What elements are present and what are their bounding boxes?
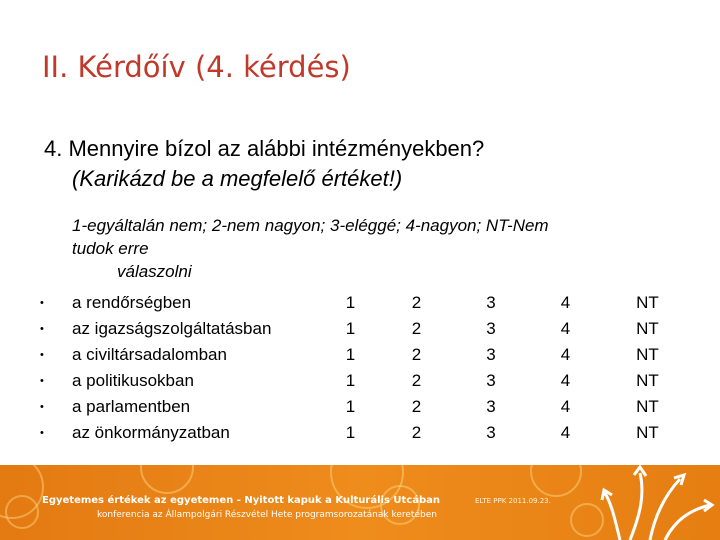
value-3: 3 [486,319,496,338]
bullet-marker: • [40,349,44,361]
institution-label: a parlamentben [72,397,191,416]
value-4: 4 [560,293,571,312]
value-4: 4 [560,319,571,338]
value-nt: NT [636,319,659,338]
value-nt: NT [636,423,659,442]
value-1: 1 [345,371,356,390]
footer-date: ELTE PPK 2011.09.23. [475,497,551,505]
value-4: 4 [560,397,571,416]
scale-line-1: 1-egyáltalán nem; 2-nem nagyon; 3-eléggé; 4-nagyon; NT-Nem [72,216,549,235]
value-nt: NT [636,345,659,364]
table-row [40,290,684,316]
value-2: 2 [411,319,422,338]
bullet-marker: • [40,375,44,387]
instruction-text: (Karikázd be a megfelelő értéket!) [72,166,403,191]
footer-line-2: konferencia az Állampolgári Részvétel Hete programsorozatának keretében [97,510,437,520]
value-3: 3 [486,345,496,364]
value-4: 4 [560,423,571,442]
table-row [40,368,684,394]
value-1: 1 [345,293,356,312]
value-2: 2 [411,371,422,390]
value-1: 1 [345,423,356,442]
bullet-marker: • [40,427,44,439]
value-2: 2 [411,423,422,442]
value-2: 2 [411,345,422,364]
slide-title: II. Kérdőív (4. kérdés) [42,50,351,84]
value-1: 1 [345,397,356,416]
institution-label: a civiltársadalomban [72,345,227,364]
table-row [40,342,684,368]
table-row [40,420,684,446]
value-nt: NT [636,293,659,312]
value-4: 4 [560,345,571,364]
value-nt: NT [636,371,659,390]
table-row [40,394,684,420]
question-text: 4. Mennyire bízol az alábbi intézményekben? [44,136,485,161]
bullet-marker: • [40,401,44,413]
value-4: 4 [560,371,571,390]
scale-line-3: válaszolni [117,262,192,281]
institution-label: a politikusokban [72,371,194,390]
footer-line-1: Egyetemes értékek az egyetemen - Nyitott kapuk a Kulturális Utcában [42,495,440,506]
value-3: 3 [486,293,496,312]
value-2: 2 [411,397,422,416]
value-2: 2 [411,293,422,312]
value-3: 3 [486,397,496,416]
value-3: 3 [486,423,496,442]
bullet-marker: • [40,323,44,335]
arrows-logo-icon [600,465,720,540]
value-3: 3 [486,371,496,390]
value-nt: NT [636,397,659,416]
institution-label: az önkormányzatban [72,423,230,442]
institutions-table [40,290,684,446]
value-1: 1 [345,345,356,364]
scale-legend [72,214,662,283]
bullet-marker: • [40,297,44,309]
scale-line-2: tudok erre [72,239,149,258]
table-row [40,316,684,342]
institution-label: a rendőrségben [72,293,192,312]
footer-banner [0,465,720,540]
institution-label: az igazságszolgáltatásban [72,319,272,338]
value-1: 1 [345,319,356,338]
